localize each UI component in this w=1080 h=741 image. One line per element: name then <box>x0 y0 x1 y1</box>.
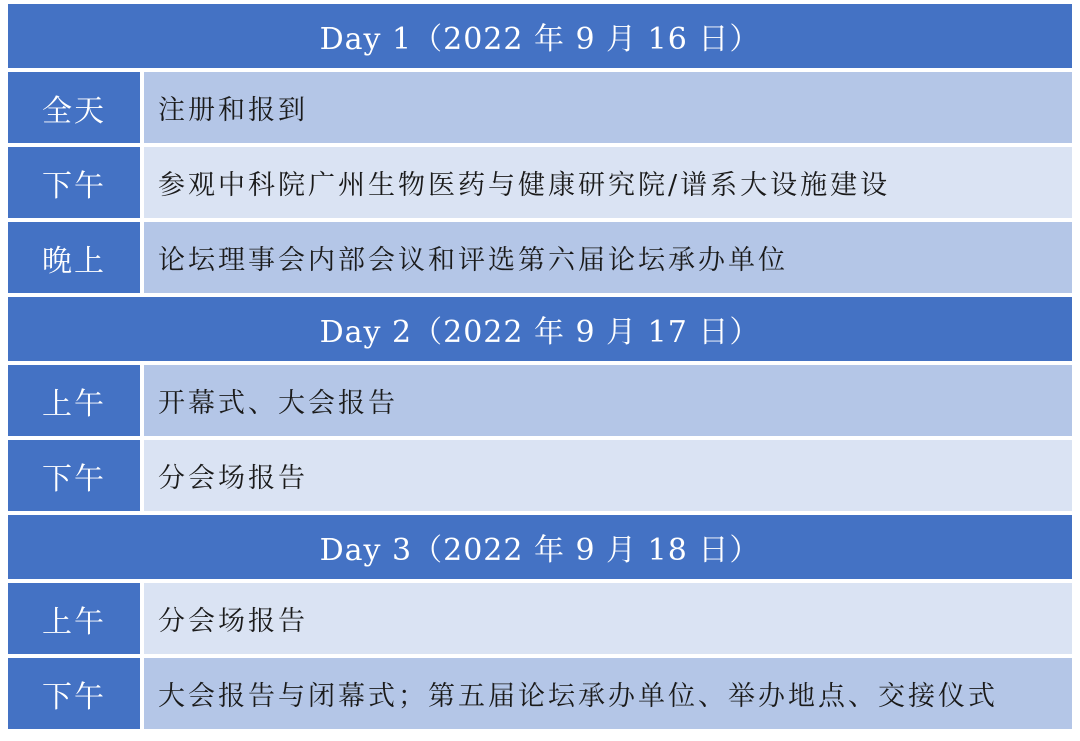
schedule-row-day3-morning <box>8 583 1072 654</box>
day1-header: Day 1（2022 年 9 月 16 日） <box>8 4 1072 68</box>
time-label: 下午 <box>8 147 140 218</box>
schedule-row-day2-afternoon <box>8 440 1072 511</box>
schedule-table <box>8 4 1072 729</box>
activity-text: 开幕式、大会报告 <box>144 365 1072 436</box>
time-label: 全天 <box>8 72 140 143</box>
activity-text: 参观中科院广州生物医药与健康研究院/谱系大设施建设 <box>144 147 1072 218</box>
time-label: 上午 <box>8 365 140 436</box>
day3-header: Day 3（2022 年 9 月 18 日） <box>8 515 1072 579</box>
activity-text: 注册和报到 <box>144 72 1072 143</box>
activity-text: 分会场报告 <box>144 440 1072 511</box>
activity-text: 大会报告与闭幕式；第五届论坛承办单位、举办地点、交接仪式 <box>144 658 1072 729</box>
schedule-row-day1-afternoon <box>8 147 1072 218</box>
time-label: 下午 <box>8 440 140 511</box>
time-label: 晚上 <box>8 222 140 293</box>
activity-text: 论坛理事会内部会议和评选第六届论坛承办单位 <box>144 222 1072 293</box>
day2-header: Day 2（2022 年 9 月 17 日） <box>8 297 1072 361</box>
activity-text: 分会场报告 <box>144 583 1072 654</box>
schedule-row-day3-afternoon <box>8 658 1072 729</box>
time-label: 上午 <box>8 583 140 654</box>
schedule-row-day2-morning <box>8 365 1072 436</box>
time-label: 下午 <box>8 658 140 729</box>
schedule-row-day1-evening <box>8 222 1072 293</box>
schedule-row-day1-allday <box>8 72 1072 143</box>
